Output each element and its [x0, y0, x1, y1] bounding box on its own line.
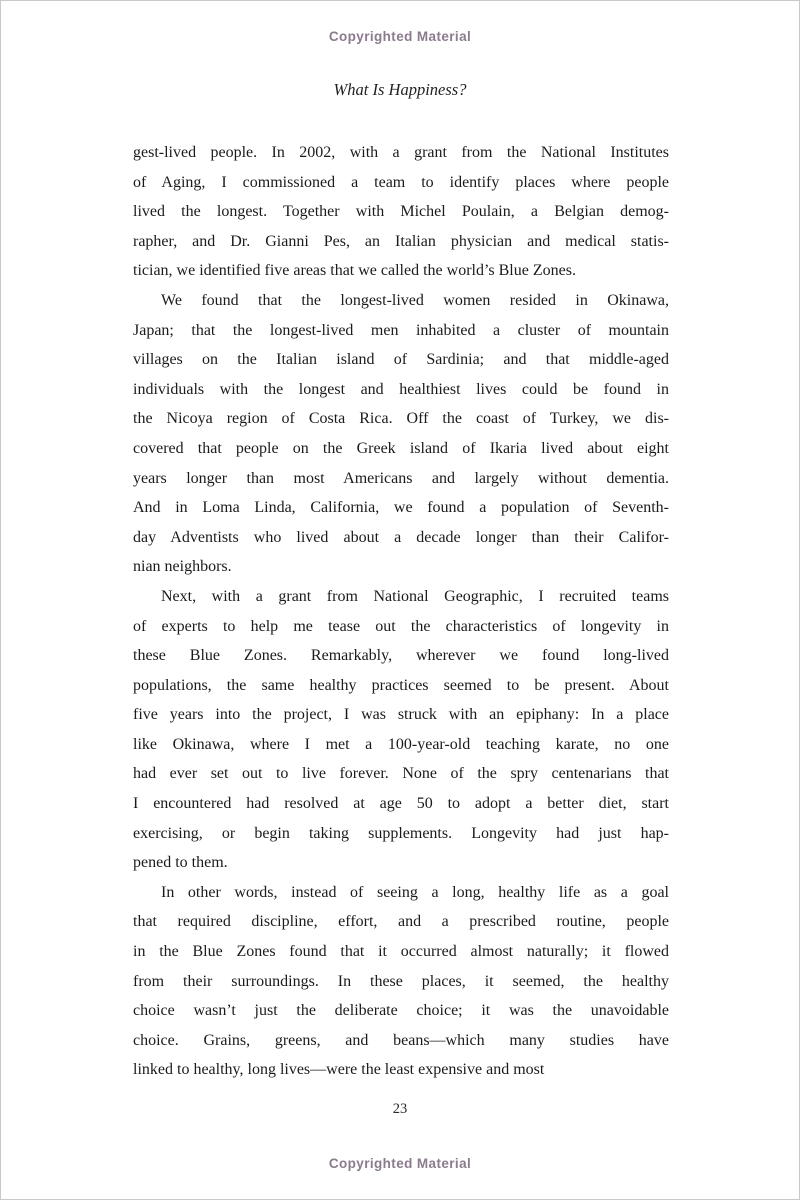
- paragraph: [133, 286, 669, 582]
- text-line: the Nicoya region of Costa Rica. Off the coast of Turkey, we dis-: [133, 410, 669, 428]
- text-line: of Aging, I commissioned a team to identify places where people: [133, 173, 669, 191]
- body-text: [133, 138, 669, 1085]
- text-line: choice. Grains, greens, and beans—which many studies have: [133, 1031, 669, 1049]
- text-line: exercising, or begin taking supplements. Longevity had just hap-: [133, 824, 669, 842]
- text-line: nian neighbors.: [133, 558, 232, 576]
- text-line: rapher, and Dr. Gianni Pes, an Italian physician and medical statis-: [133, 232, 669, 250]
- text-line: of experts to help me tease out the characteristics of longevity in: [133, 617, 669, 635]
- copyright-notice-top: Copyrighted Material: [328, 29, 472, 44]
- text-line: had ever set out to live forever. None of the spry centenarians that: [133, 765, 669, 783]
- text-line: five years into the project, I was struck with an epiphany: In a place: [133, 706, 669, 724]
- text-line: villages on the Italian island of Sardinia; and that middle-aged: [133, 351, 669, 369]
- text-line: gest-lived people. In 2002, with a grant from the National Institutes: [133, 144, 669, 161]
- text-line: And in Loma Linda, California, we found a population of Seventh-: [133, 499, 669, 517]
- text-line: populations, the same healthy practices seemed to be present. About: [133, 676, 669, 694]
- paragraph: [133, 582, 669, 878]
- text-line: tician, we identified five areas that we called the world’s Blue Zones.: [133, 262, 576, 280]
- text-line: that required discipline, effort, and a prescribed routine, people: [133, 913, 669, 931]
- text-line: Next, with a grant from National Geographic, I recruited teams: [161, 587, 669, 605]
- text-line: day Adventists who lived about a decade longer than their Califor-: [133, 528, 669, 546]
- text-line: linked to healthy, long lives—were the least expensive and most: [133, 1061, 545, 1079]
- paragraph: [133, 878, 669, 1085]
- text-line: Japan; that the longest-lived men inhabited a cluster of mountain: [133, 321, 669, 339]
- running-header: What Is Happiness?: [333, 80, 467, 99]
- text-line: like Okinawa, where I met a 100-year-old teaching karate, no one: [133, 735, 669, 753]
- text-line: I encountered had resolved at age 50 to adopt a better diet, start: [133, 795, 669, 813]
- text-line: from their surroundings. In these places, it seemed, the healthy: [133, 972, 669, 990]
- text-line: in the Blue Zones found that it occurred almost naturally; it flowed: [133, 943, 669, 961]
- paragraph: [133, 138, 669, 286]
- copyright-notice-bottom: Copyrighted Material: [328, 1156, 472, 1171]
- text-line: lived the longest. Together with Michel Poulain, a Belgian demog-: [133, 203, 669, 221]
- text-line: In other words, instead of seeing a long, healthy life as a goal: [161, 883, 669, 901]
- text-line: individuals with the longest and healthiest lives could be found in: [133, 380, 669, 398]
- page-number: 23: [392, 1101, 408, 1117]
- text-line: pened to them.: [133, 854, 228, 872]
- text-line: We found that the longest-lived women resided in Okinawa,: [161, 291, 669, 309]
- text-line: choice wasn’t just the deliberate choice; it was the unavoidable: [133, 1002, 669, 1020]
- text-line: covered that people on the Greek island of Ikaria lived about eight: [133, 439, 669, 457]
- text-line: these Blue Zones. Remarkably, wherever we found long-lived: [133, 647, 669, 665]
- text-line: years longer than most Americans and largely without dementia.: [133, 469, 669, 487]
